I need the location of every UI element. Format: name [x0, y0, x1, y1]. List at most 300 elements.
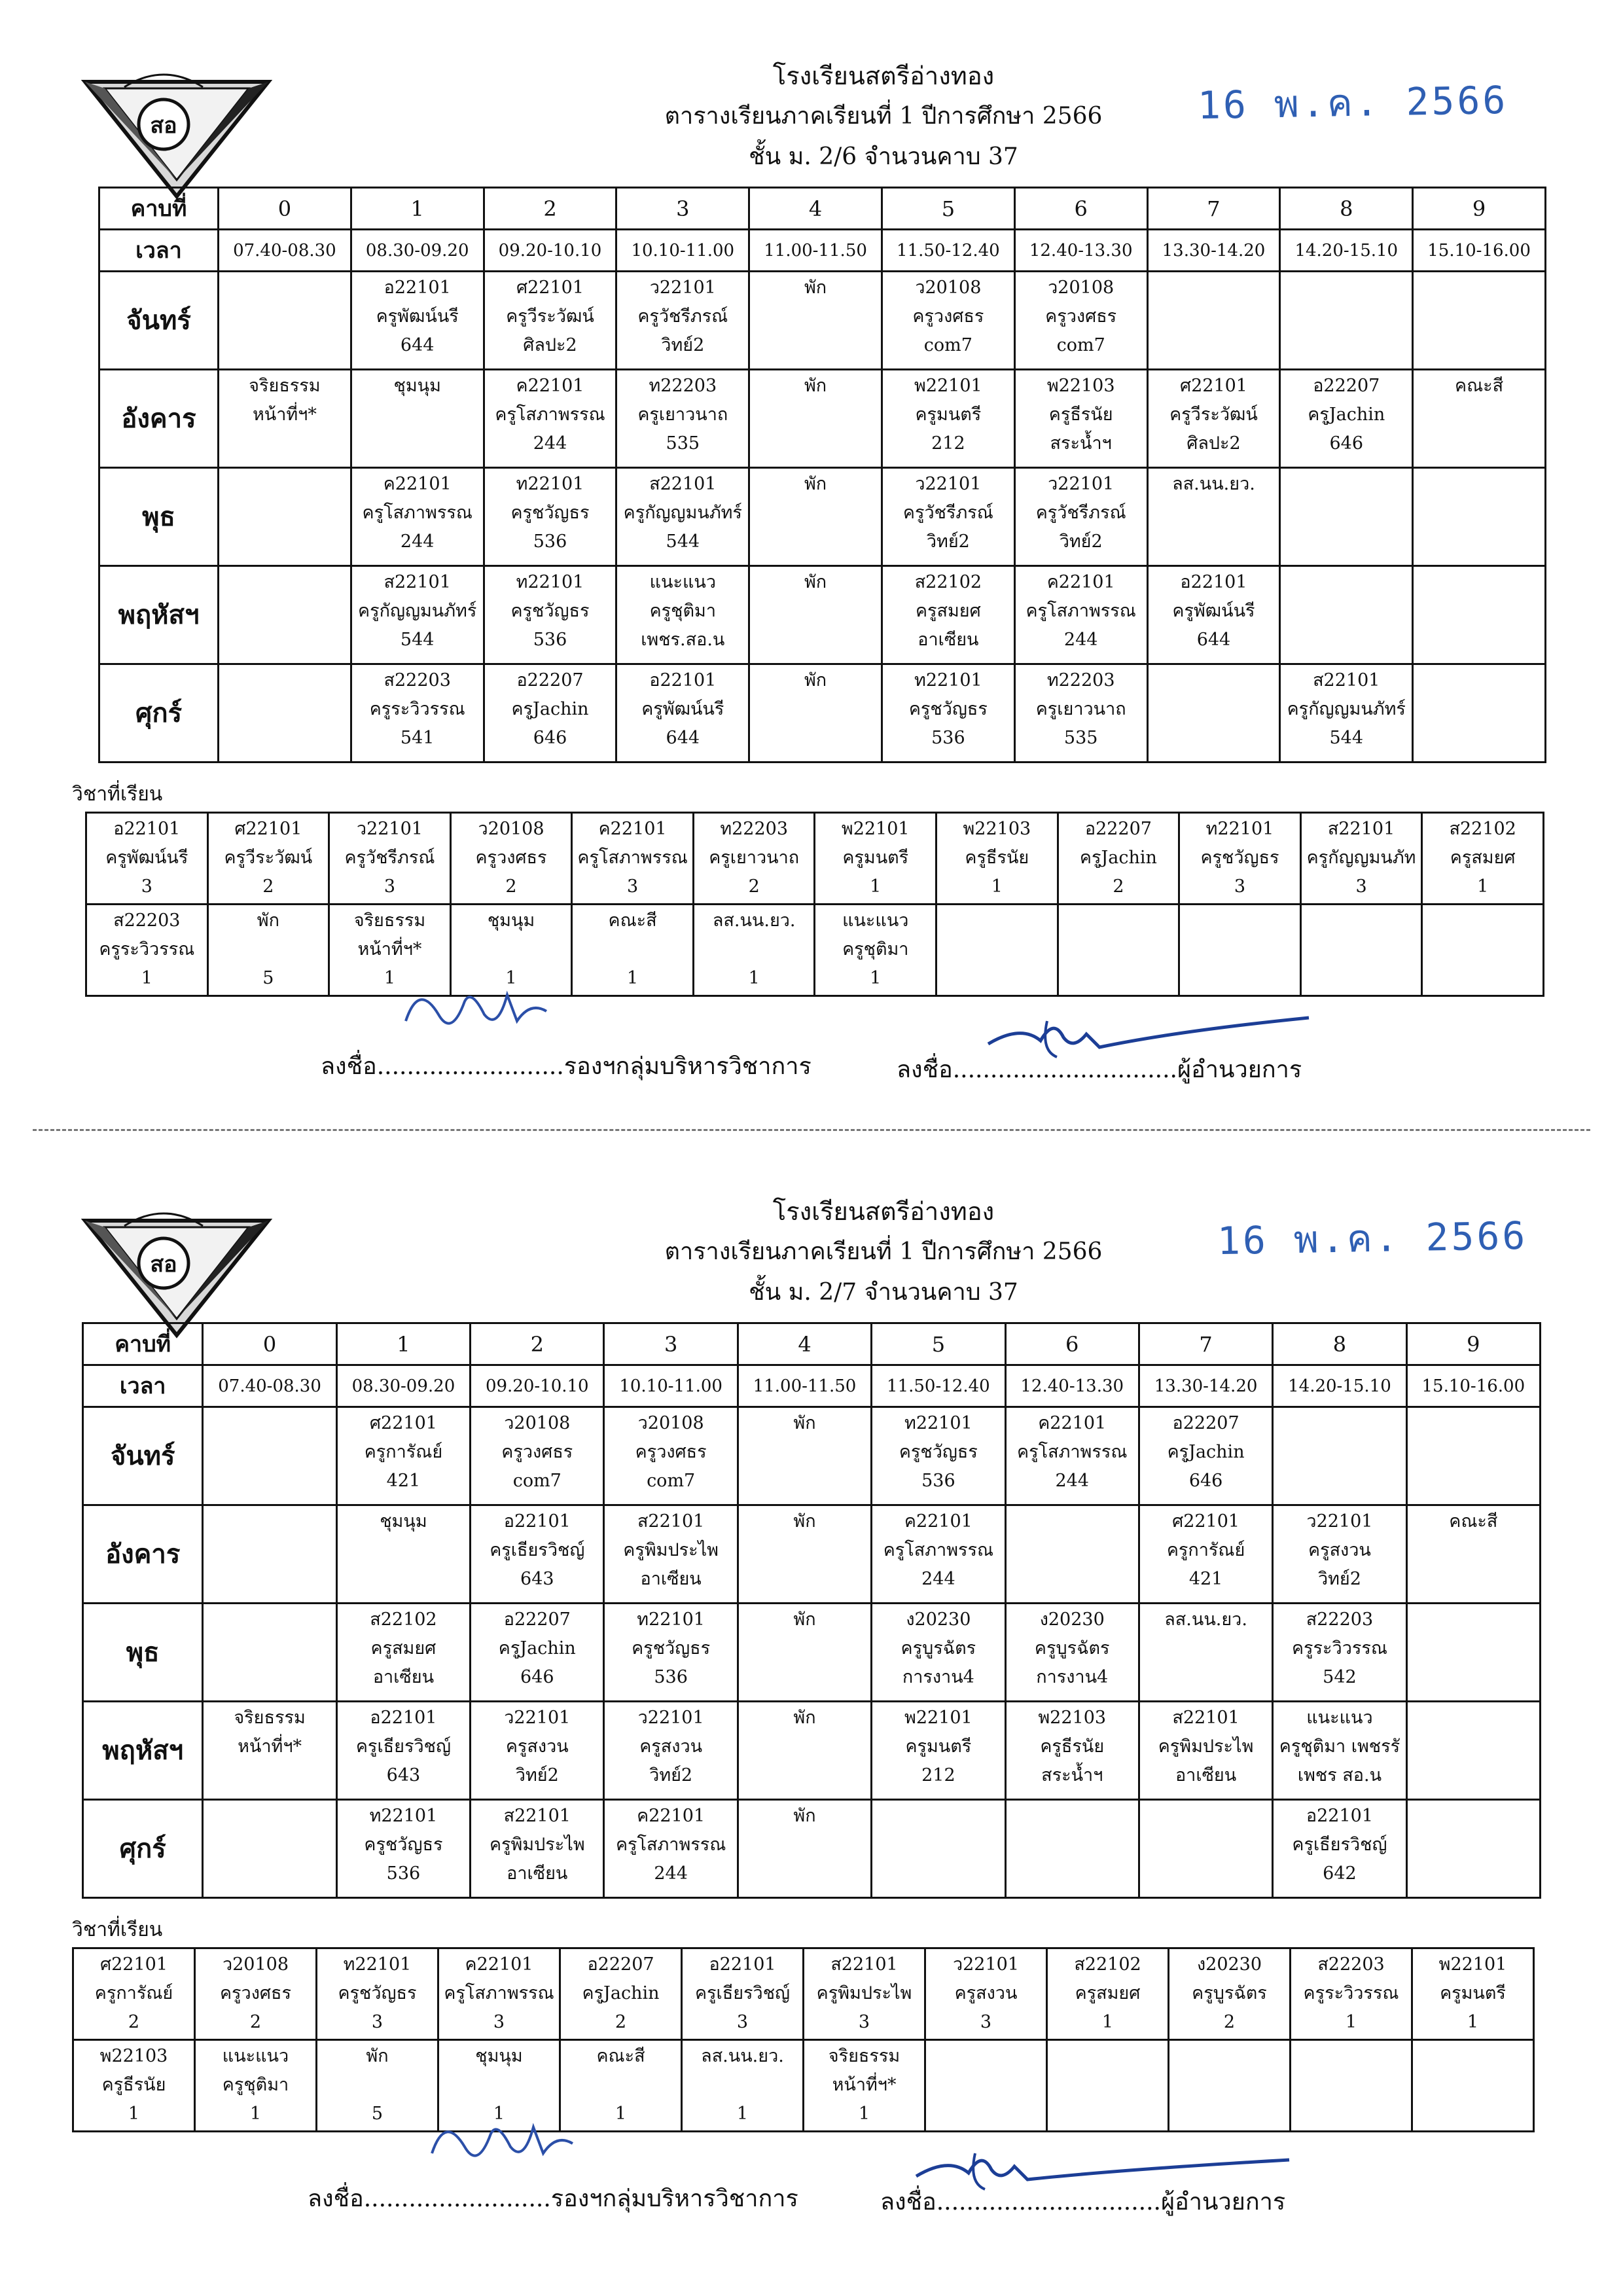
subject-cell — [1179, 905, 1301, 996]
school-logo-icon — [79, 49, 275, 200]
cell-line: ครูบูรฉัตร — [1034, 1638, 1110, 1659]
schedule-cell — [484, 566, 616, 664]
subject-line: 1 — [870, 876, 882, 897]
schedule-cell — [1406, 1702, 1540, 1800]
cell-line: ครูบูรฉัตร — [901, 1638, 976, 1659]
cell-line: คณะสี — [1455, 376, 1504, 396]
cell-line: ศิลปะ2 — [1186, 433, 1241, 454]
period-time: 10.10-11.00 — [604, 1365, 738, 1407]
cell-line: 643 — [386, 1765, 421, 1785]
subject-cell — [804, 1948, 925, 2040]
schedule-cell — [1273, 1800, 1406, 1898]
schedule-cell — [1005, 1702, 1139, 1800]
cell-line: การงาน4 — [1036, 1667, 1109, 1687]
cell-line: ครูวงศธร — [635, 1442, 707, 1462]
subject-line: ครูมนตรี — [1440, 1983, 1506, 2003]
subject-line: ครูระวิวรรณ — [1303, 1983, 1399, 2003]
subject-line: ชุมนุม — [475, 2046, 523, 2066]
schedule-cell — [738, 1800, 871, 1898]
schedule-cell — [219, 664, 351, 762]
day-row — [99, 664, 1546, 762]
subject-line: ครูบูรฉัตร — [1192, 1983, 1267, 2003]
subject-cell — [925, 1948, 1047, 2040]
subject-cell — [804, 2040, 925, 2132]
schedule-cell — [203, 1702, 336, 1800]
schedule-cell — [616, 566, 749, 664]
cell-line: 536 — [654, 1667, 688, 1687]
subject-line: คณะสี — [596, 2046, 645, 2066]
cell-line: com7 — [512, 1471, 562, 1491]
subject-cell — [1169, 1948, 1291, 2040]
schedule-cell — [1280, 370, 1413, 468]
cell-line: อ22207 — [1172, 1413, 1240, 1433]
cell-line: จริยธรรม — [234, 1708, 306, 1728]
subject-line: พ22101 — [841, 819, 910, 839]
cell-line: 644 — [1196, 630, 1231, 650]
cell-line: อาเซียน — [640, 1569, 702, 1589]
subject-line: ท22203 — [720, 819, 789, 839]
subject-line: ครูJachin — [1079, 848, 1157, 868]
subject-cell — [682, 2040, 804, 2132]
schedule-cell — [882, 664, 1014, 762]
cell-line: พัก — [804, 376, 827, 396]
schedule-cell — [1005, 1407, 1139, 1505]
cell-line: 544 — [1329, 728, 1364, 748]
schedule-cell — [872, 1702, 1005, 1800]
cell-line: คณะสี — [1449, 1511, 1498, 1532]
schedule-cell — [1147, 664, 1280, 762]
schedule-cell — [484, 468, 616, 566]
cell-line: พ22103 — [1046, 376, 1115, 396]
cell-line: ง20230 — [906, 1609, 971, 1630]
subject-cell — [1422, 905, 1544, 996]
schedule-cell — [1280, 468, 1413, 566]
cell-line: อ22101 — [503, 1511, 571, 1532]
schedule-cell — [882, 468, 1014, 566]
schedule-cell — [336, 1407, 470, 1505]
subject-line: ครูสงวน — [954, 1983, 1018, 2003]
period-number: 7 — [1147, 188, 1280, 230]
subject-line: 3 — [1355, 876, 1367, 897]
schedule-cell — [471, 1800, 604, 1898]
schedule-cell — [1273, 1702, 1406, 1800]
subject-line: จริยธรรม — [353, 910, 426, 931]
cell-line: ครูโสภาพรรณ — [495, 404, 605, 425]
schedule-cell — [1273, 1505, 1406, 1604]
subject-line: ค22101 — [598, 819, 667, 839]
cell-line: ครูวงศธร — [912, 306, 984, 327]
school-name: โรงเรียนสตรีอ่างทอง — [772, 62, 995, 90]
period-time: 07.40-08.30 — [203, 1365, 336, 1407]
subject-line: ท22101 — [343, 1954, 412, 1975]
schedule-cell — [1406, 1407, 1540, 1505]
subject-line — [684, 2071, 801, 2100]
schedule-cell — [1139, 1702, 1272, 1800]
schedule-sheet-2 — [0, 1158, 1623, 2271]
class-line: ชั้น ม. 2/7 จำนวนคาบ 37 — [749, 1279, 1018, 1306]
subject-line: 3 — [980, 2012, 992, 2032]
time-label: เวลา — [83, 1365, 203, 1407]
subject-cell — [936, 905, 1058, 996]
subject-line: 3 — [383, 876, 396, 897]
subject-cell — [1058, 905, 1179, 996]
cell-line: 536 — [533, 531, 567, 552]
schedule-cell — [471, 1505, 604, 1604]
subject-line: ครูธีรนัย — [101, 2075, 166, 2095]
period-label: คาบที่ — [99, 188, 219, 230]
cell-line: ศ22101 — [369, 1413, 437, 1433]
cell-line: com7 — [923, 335, 972, 355]
cell-line: ว22101 — [504, 1708, 571, 1728]
cell-line: หน้าที่ฯ* — [252, 404, 317, 425]
subject-line: ชุมนุม — [487, 910, 535, 931]
timetable — [82, 1322, 1541, 1899]
schedule-cell — [616, 468, 749, 566]
period-time: 13.30-14.20 — [1139, 1365, 1272, 1407]
cell-line: 536 — [533, 630, 567, 650]
subject-line: ส22102 — [1074, 1954, 1141, 1975]
subject-cell — [207, 905, 329, 996]
subject-line: 2 — [262, 876, 274, 897]
cell-line: ครูJachin — [511, 699, 589, 719]
subject-cell — [73, 2040, 195, 2132]
cell-line: ครูชวัญธร — [510, 601, 590, 621]
subject-line: ศ22101 — [99, 1954, 168, 1975]
day-row — [83, 1407, 1541, 1505]
cell-line: ท22101 — [637, 1609, 705, 1630]
schedule-cell — [484, 664, 616, 762]
cell-line: ว20108 — [1048, 278, 1115, 298]
period-time: 07.40-08.30 — [219, 230, 351, 272]
schedule-cell — [749, 664, 882, 762]
subject-line: 3 — [1234, 876, 1246, 897]
cell-line: ครูสงวน — [1308, 1540, 1371, 1560]
subject-cell — [1291, 2040, 1412, 2132]
subject-line: 1 — [627, 968, 639, 988]
period-number: 0 — [219, 188, 351, 230]
subject-cell — [86, 905, 208, 996]
cell-line: ครูโสภาพรรณ — [1017, 1442, 1128, 1462]
subject-line: ศ22101 — [234, 819, 302, 839]
cell-line: อ22101 — [383, 278, 451, 298]
cell-line: ค22101 — [637, 1806, 705, 1826]
day-row — [99, 566, 1546, 664]
schedule-cell — [219, 370, 351, 468]
day-name: จันทร์ — [99, 272, 219, 370]
subject-cell — [1300, 813, 1422, 905]
signature-vice-director — [419, 2108, 589, 2173]
period-time: 10.10-11.00 — [616, 230, 749, 272]
cell-line: ชุมนุม — [380, 1511, 427, 1532]
period-number: 3 — [604, 1323, 738, 1365]
schedule-cell — [351, 272, 484, 370]
subject-line: จริยธรรม — [828, 2046, 901, 2066]
schedule-cell — [882, 370, 1014, 468]
cell-line: วิทย์2 — [515, 1765, 559, 1785]
period-number: 5 — [882, 188, 1014, 230]
subject-line: 1 — [141, 968, 152, 988]
subject-cell — [1058, 813, 1179, 905]
cell-line: 535 — [1063, 728, 1098, 748]
cell-line: ส22203 — [1306, 1609, 1374, 1630]
subject-cell — [572, 813, 694, 905]
period-number: 9 — [1413, 188, 1546, 230]
class-line: ชั้น ม. 2/6 จำนวนคาบ 37 — [749, 143, 1018, 170]
subject-cell — [450, 813, 572, 905]
cell-line: ค22101 — [1038, 1413, 1107, 1433]
subject-line — [453, 935, 570, 964]
cell-line: พ22101 — [914, 376, 982, 396]
cell-line: ว22101 — [649, 278, 716, 298]
cell-line: อ22207 — [1313, 376, 1380, 396]
cell-line: ส22101 — [1172, 1708, 1240, 1728]
signature-vice-director — [393, 975, 563, 1041]
cell-line: ครูเยาวนาถ — [637, 404, 728, 425]
period-time: 11.50-12.40 — [882, 230, 1014, 272]
subjects-label: วิชาที่เรียน — [72, 1918, 163, 1941]
cell-line: ว20108 — [504, 1413, 571, 1433]
subject-line: 2 — [1223, 2012, 1236, 2032]
cell-line: 212 — [931, 433, 965, 454]
subject-line: ท22101 — [1205, 819, 1274, 839]
schedule-cell — [336, 1505, 470, 1604]
period-time: 08.30-09.20 — [336, 1365, 470, 1407]
cell-line: ครูวัชรีภรณ์ — [637, 306, 728, 327]
time-row — [99, 230, 1546, 272]
subject-line: ครูชวัญธร — [338, 1983, 417, 2003]
subject-line: 1 — [128, 2104, 140, 2124]
cell-line: ง20230 — [1039, 1609, 1105, 1630]
cell-line: ครูระวิวรรณ — [369, 699, 465, 719]
day-name: พฤหัสฯ — [99, 566, 219, 664]
schedule-cell — [749, 272, 882, 370]
subject-line: 1 — [736, 2104, 749, 2124]
schedule-cell — [1406, 1505, 1540, 1604]
period-number: 1 — [351, 188, 484, 230]
cell-line: 646 — [1329, 433, 1364, 454]
cell-line: ครูวีระวัฒน์ — [506, 306, 594, 327]
subject-line — [696, 935, 813, 964]
schedule-cell — [484, 272, 616, 370]
subject-line: พัก — [257, 910, 279, 931]
period-time: 14.20-15.10 — [1273, 1365, 1406, 1407]
cell-line: ครูธีรนัย — [1040, 1736, 1105, 1757]
subject-line: 2 — [505, 876, 517, 897]
cell-line: 646 — [533, 728, 567, 748]
cell-line: ครูกัญญมนภัทร์ — [1287, 699, 1406, 719]
schedule-cell — [882, 566, 1014, 664]
subject-line: อ22207 — [587, 1954, 654, 1975]
schedule-cell — [1014, 468, 1147, 566]
cell-line: ว22101 — [1048, 474, 1115, 494]
cell-line: ครูธีรนัย — [1048, 404, 1113, 425]
schedule-cell — [1413, 566, 1546, 664]
schedule-cell — [1280, 664, 1413, 762]
subject-line: ค22101 — [465, 1954, 533, 1975]
cell-line: พ22103 — [1038, 1708, 1107, 1728]
cell-line: com7 — [1056, 335, 1105, 355]
subject-line: ครูชุติมา — [222, 2075, 289, 2095]
period-number: 8 — [1280, 188, 1413, 230]
cell-line: อาเซียน — [507, 1863, 568, 1884]
schedule-cell — [738, 1505, 871, 1604]
cell-line: ส22102 — [914, 572, 982, 592]
cell-line: ศ22101 — [1172, 1511, 1240, 1532]
cell-line: 244 — [1063, 630, 1098, 650]
schedule-cell — [1147, 566, 1280, 664]
subject-cell — [1047, 2040, 1169, 2132]
cell-line: 646 — [520, 1667, 554, 1687]
schedule-cell — [738, 1604, 871, 1702]
schedule-cell — [1014, 566, 1147, 664]
subject-line: พ22101 — [1438, 1954, 1507, 1975]
subject-line: ครูธีรนัย — [965, 848, 1029, 868]
schedule-cell — [1413, 272, 1546, 370]
subject-cell — [936, 813, 1058, 905]
subject-line: 3 — [858, 2012, 870, 2032]
subject-cell — [1291, 1948, 1412, 2040]
cell-line: 643 — [520, 1569, 554, 1589]
cell-line: 544 — [400, 630, 435, 650]
subject-line: 1 — [870, 968, 882, 988]
cell-line: ครูสงวน — [639, 1736, 703, 1757]
cell-line: พ22101 — [904, 1708, 972, 1728]
subject-line: 3 — [627, 876, 639, 897]
subject-line: 1 — [991, 876, 1003, 897]
subject-line: 1 — [615, 2104, 627, 2124]
cell-line: วิทย์2 — [649, 1765, 693, 1785]
subject-cell — [86, 813, 208, 905]
cell-line: ส22101 — [383, 572, 451, 592]
cell-line: 542 — [1323, 1667, 1357, 1687]
schedule-cell — [1273, 1407, 1406, 1505]
cell-line: สระน้ำฯ — [1041, 1765, 1103, 1785]
subject-line: แนะแนว — [222, 2046, 289, 2066]
term-title: ตารางเรียนภาคเรียนที่ 1 ปีการศึกษา 2566 — [664, 1238, 1103, 1265]
sign-director: ลงชื่อ..............................ผู้อำนวยการ — [897, 1056, 1302, 1083]
cell-line: ครูโสภาพรรณ — [362, 503, 473, 523]
cell-line: 644 — [666, 728, 700, 748]
school-logo-icon — [79, 1188, 275, 1338]
subject-line: ลส.นน.ยว. — [701, 2046, 784, 2066]
subject-line: ครูระวิวรรณ — [99, 939, 195, 960]
schedule-cell — [1413, 664, 1546, 762]
subject-cell — [1179, 813, 1301, 905]
cell-line: อ22207 — [503, 1609, 571, 1630]
date-stamp: 16 พ.ค. 2566 — [1197, 77, 1508, 128]
cell-line: ท22101 — [904, 1413, 972, 1433]
subject-cell — [1412, 1948, 1534, 2040]
cell-line: 244 — [1055, 1471, 1089, 1491]
day-row — [83, 1505, 1541, 1604]
cell-line: พัก — [793, 1708, 816, 1728]
cell-line: ครูการัณย์ — [364, 1442, 443, 1462]
subject-line — [440, 2071, 558, 2100]
subject-line: ครูวงศธร — [475, 848, 547, 868]
subject-line: 3 — [371, 2012, 383, 2032]
cell-line: 646 — [1188, 1471, 1223, 1491]
day-row — [99, 468, 1546, 566]
schedule-cell — [1147, 370, 1280, 468]
schedule-cell — [471, 1702, 604, 1800]
schedule-cell — [203, 1407, 336, 1505]
day-name: อังคาร — [99, 370, 219, 468]
cell-line: การงาน4 — [902, 1667, 974, 1687]
subject-cell — [1300, 905, 1422, 996]
period-number: 6 — [1014, 188, 1147, 230]
subject-cell — [1047, 1948, 1169, 2040]
subject-line: ครูสมยศ — [1075, 1983, 1141, 2003]
schedule-cell — [738, 1407, 871, 1505]
cell-line: อาเซียน — [1175, 1765, 1237, 1785]
cell-line: 212 — [921, 1765, 955, 1785]
cell-line: พัก — [804, 572, 827, 592]
subject-cell — [1422, 813, 1544, 905]
period-number: 9 — [1406, 1323, 1540, 1365]
cell-line: ส22101 — [1313, 670, 1380, 691]
period-time: 11.50-12.40 — [872, 1365, 1005, 1407]
subject-line: 1 — [1345, 2012, 1357, 2032]
schedule-cell — [203, 1604, 336, 1702]
subject-line: ว22101 — [356, 819, 423, 839]
cell-line: ครูชวัญธร — [899, 1442, 978, 1462]
cell-line: ครูวัชรีภรณ์ — [1035, 503, 1126, 523]
subject-row — [86, 813, 1544, 905]
cell-line: ส22101 — [503, 1806, 571, 1826]
cell-line: 421 — [1188, 1569, 1223, 1589]
day-name: พุธ — [99, 468, 219, 566]
subject-line: ส22101 — [1327, 819, 1395, 839]
cell-line: ชุมนุม — [393, 376, 441, 396]
schedule-cell — [1005, 1505, 1139, 1604]
cell-line: ท22203 — [1046, 670, 1115, 691]
schedule-cell — [351, 664, 484, 762]
period-time: 09.20-10.10 — [471, 1365, 604, 1407]
cell-line: ส22102 — [370, 1609, 437, 1630]
svg-text:สอ: สอ — [150, 1251, 177, 1278]
cell-line: อ22101 — [1180, 572, 1247, 592]
period-time: 09.20-10.10 — [484, 230, 616, 272]
cell-line: ศ22101 — [1179, 376, 1247, 396]
cut-line — [33, 1129, 1590, 1131]
schedule-cell — [872, 1505, 1005, 1604]
period-number: 2 — [471, 1323, 604, 1365]
subject-line: แนะแนว — [842, 910, 909, 931]
subject-line: ส22102 — [1449, 819, 1516, 839]
schedule-cell — [1014, 272, 1147, 370]
schedule-cell — [1147, 272, 1280, 370]
subject-line: 1 — [748, 968, 760, 988]
schedule-cell — [1139, 1407, 1272, 1505]
schedule-cell — [1139, 1800, 1272, 1898]
cell-line: พัก — [804, 670, 827, 691]
schedule-sheet-1 — [0, 20, 1623, 1132]
schedule-cell — [336, 1800, 470, 1898]
cell-line: แนะแนว — [649, 572, 716, 592]
day-name: ศุกร์ — [99, 664, 219, 762]
subject-cell — [693, 813, 815, 905]
day-row — [99, 272, 1546, 370]
subject-cell — [682, 1948, 804, 2040]
schedule-cell — [616, 272, 749, 370]
day-row — [83, 1702, 1541, 1800]
cell-line: ครูJachin — [1308, 404, 1385, 425]
sheet-header — [458, 56, 1309, 177]
subject-summary-table — [85, 812, 1544, 997]
schedule-cell — [616, 370, 749, 468]
subject-row — [73, 2040, 1534, 2132]
cell-line: ครูพัฒน์นรี — [641, 699, 724, 719]
